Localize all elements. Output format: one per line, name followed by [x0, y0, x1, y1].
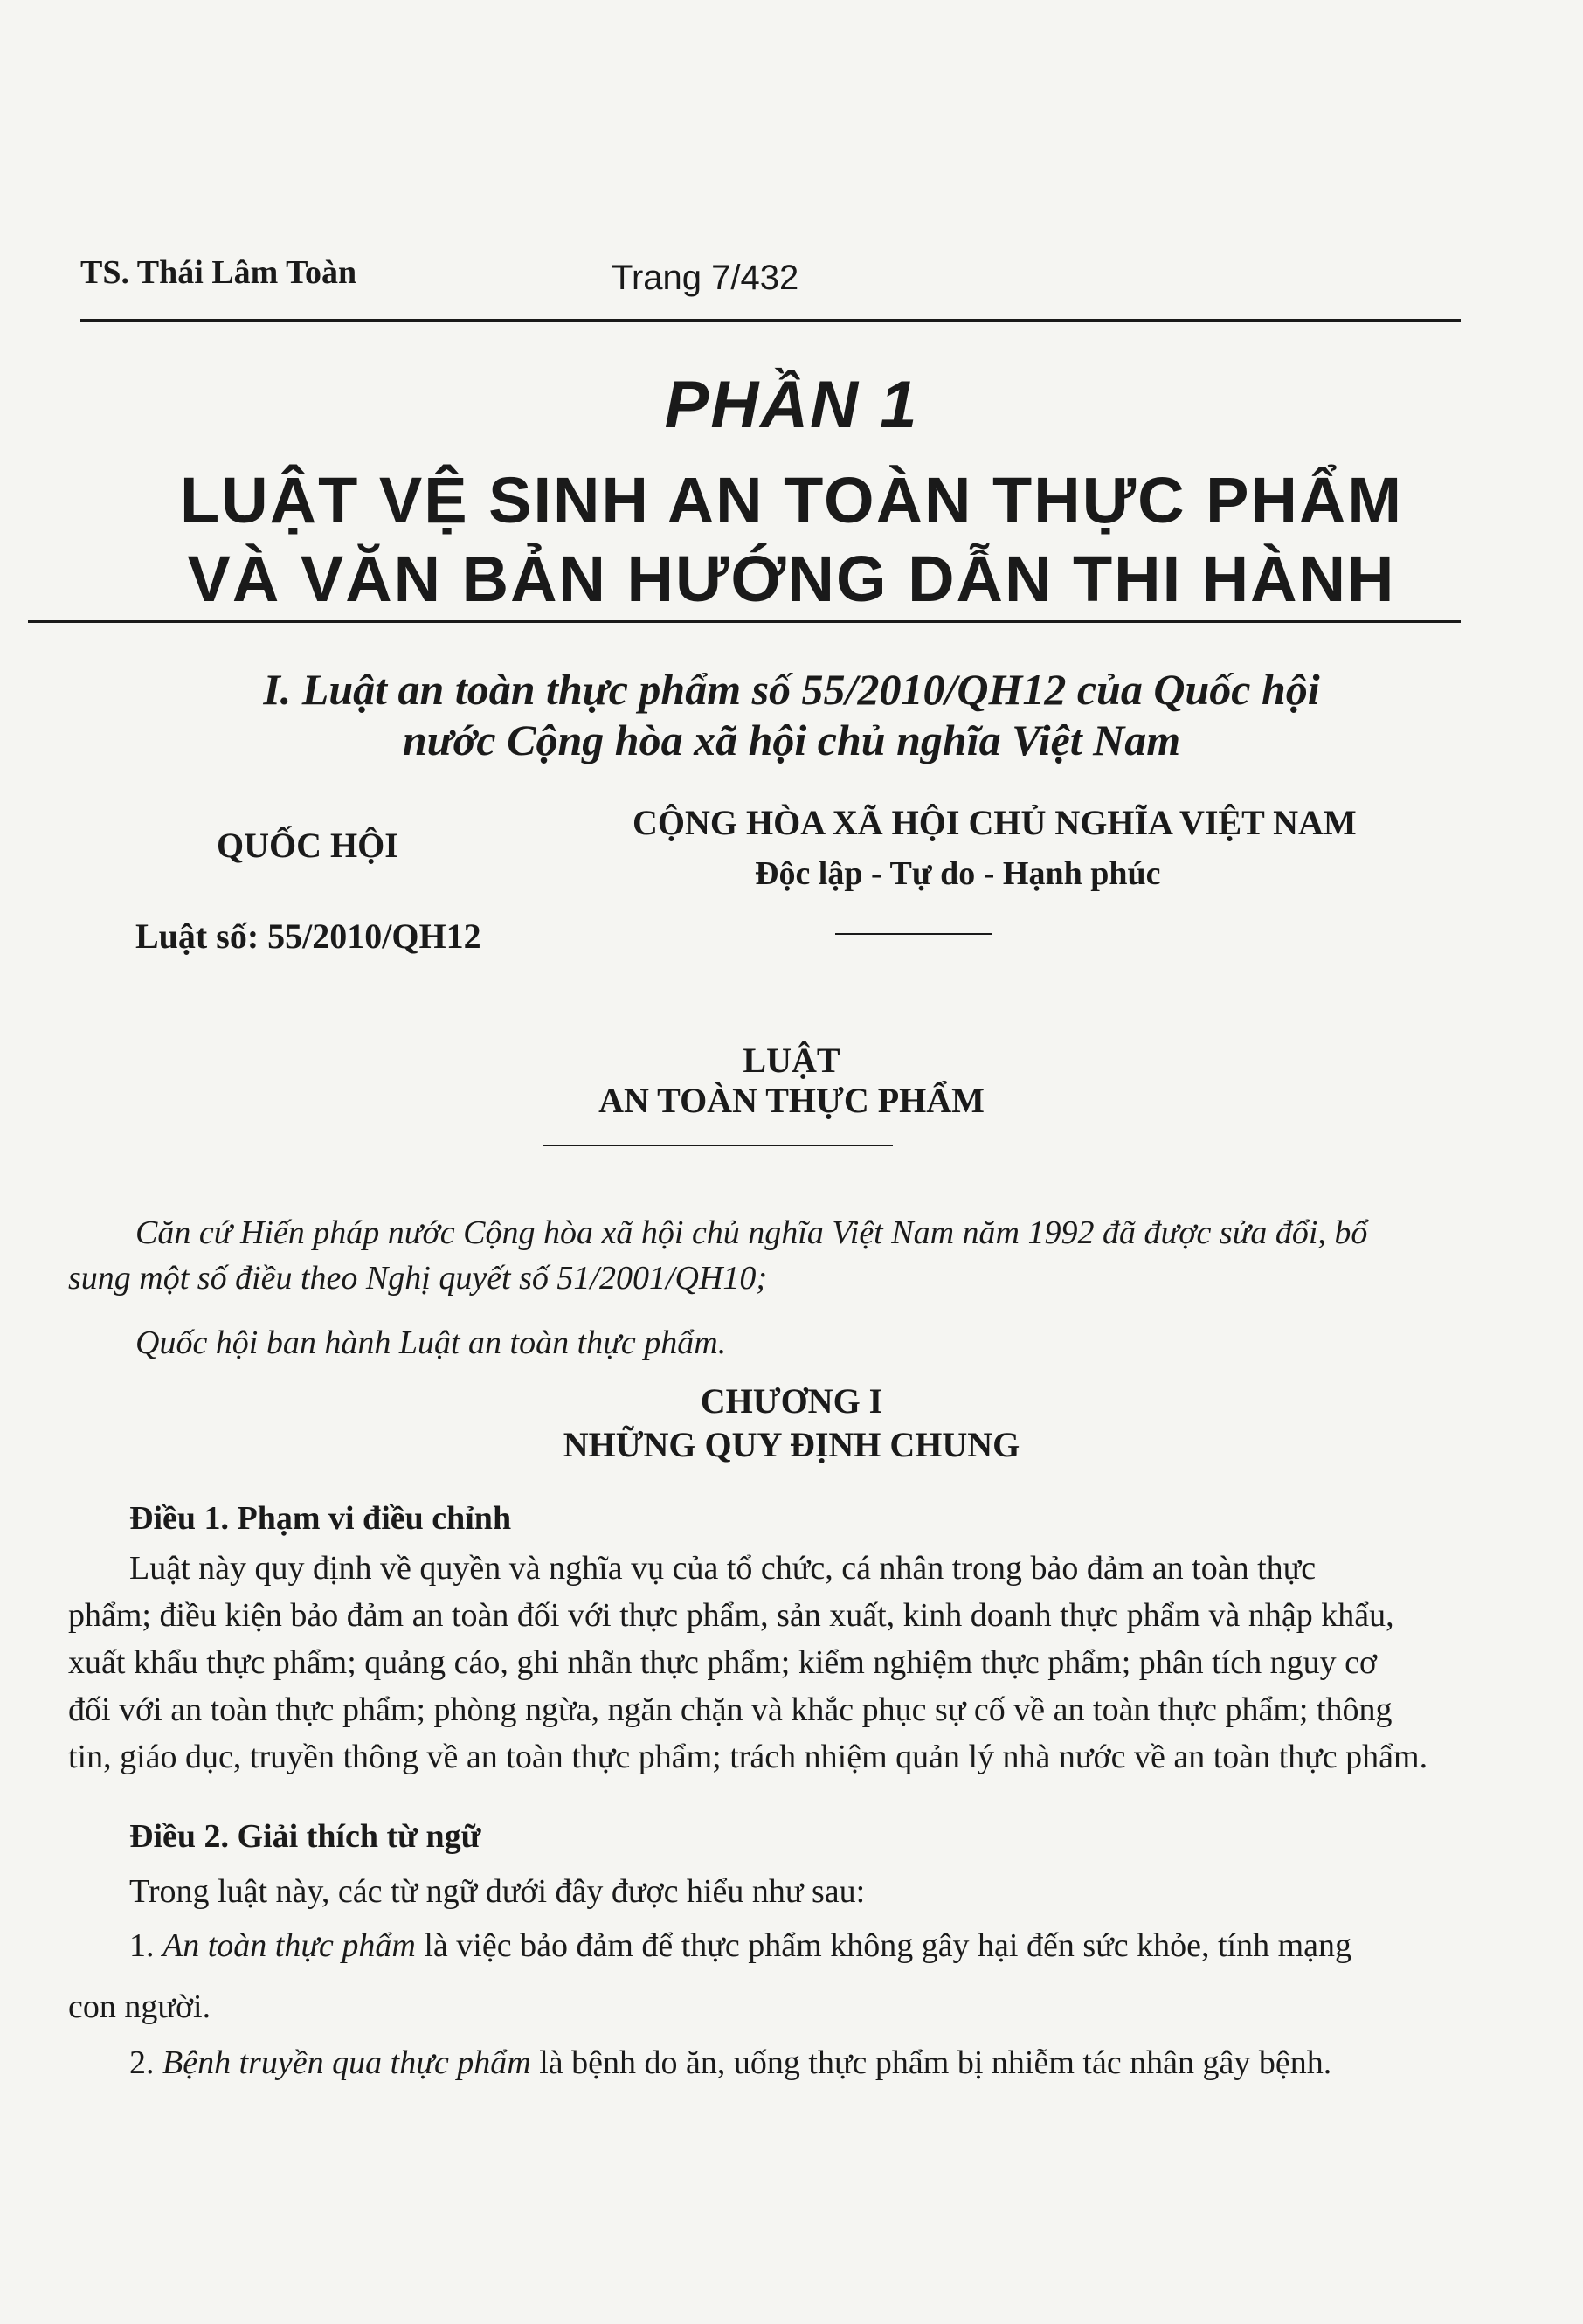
- article1-line: phẩm; điều kiện bảo đảm an toàn đối với thực phẩm, sản xuất, kinh doanh thực phẩm và nhập khẩu,: [68, 1597, 1394, 1634]
- chapter-title: NHỮNG QUY ĐỊNH CHUNG: [563, 1425, 1020, 1464]
- country-name: CỘNG HÒA XÃ HỘI CHỦ NGHĨA VIỆT NAM: [633, 803, 1357, 842]
- article1-line: Luật này quy định về quyền và nghĩa vụ của tổ chức, cá nhân trong bảo đảm an toàn thực: [129, 1550, 1317, 1587]
- motto: Độc lập - Tự do - Hạnh phúc: [755, 855, 1161, 892]
- law-name-underline: [543, 1145, 893, 1146]
- article2-heading: Điều 2. Giải thích từ ngữ: [129, 1818, 481, 1855]
- preamble-line3: Quốc hội ban hành Luật an toàn thực phẩm.: [135, 1325, 727, 1361]
- section-heading-line1: I. Luật an toàn thực phẩm số 55/2010/QH12 của Quốc hội: [263, 665, 1320, 714]
- item-number: 2.: [129, 2044, 155, 2081]
- article1-line: xuất khẩu thực phẩm; quảng cáo, ghi nhãn thực phẩm; kiểm nghiệm thực phẩm; phân tích nguy cơ: [68, 1644, 1378, 1681]
- law-name: AN TOÀN THỰC PHẨM: [598, 1081, 985, 1120]
- part-title-line1: LUẬT VỆ SINH AN TOÀN THỰC PHẨM: [180, 464, 1403, 536]
- article1-line: đối với an toàn thực phẩm; phòng ngừa, ngăn chặn và khắc phục sự cố về an toàn thực phẩm; thông: [68, 1691, 1393, 1728]
- part-title-line2: VÀ VĂN BẢN HƯỚNG DẪN THI HÀNH: [187, 543, 1396, 615]
- law-number: Luật số: 55/2010/QH12: [135, 916, 481, 956]
- article2-intro: Trong luật này, các từ ngữ dưới đây được hiểu như sau:: [129, 1873, 866, 1910]
- article1-line: tin, giáo dục, truyền thông về an toàn thực phẩm; trách nhiệm quản lý nhà nước về an toàn thực phẩm.: [68, 1739, 1428, 1775]
- law-label: LUẬT: [743, 1041, 840, 1080]
- header-page-number: Trang 7/432: [612, 259, 799, 297]
- item-definition: là bệnh do ăn, uống thực phẩm bị nhiễm tác nhân gây bệnh.: [539, 2044, 1332, 2081]
- article2-item2: [129, 2046, 1331, 2079]
- header-rule: [80, 319, 1461, 322]
- chapter-label: CHƯƠNG I: [700, 1381, 883, 1421]
- article2-item1-continued: con người.: [68, 1989, 211, 2025]
- section-heading-line2: nước Cộng hòa xã hội chủ nghĩa Việt Nam: [402, 716, 1181, 764]
- title-rule: [28, 620, 1461, 623]
- item-definition: là việc bảo đảm để thực phẩm không gây hại đến sức khỏe, tính mạng: [424, 1927, 1351, 1964]
- issuer: QUỐC HỘI: [217, 826, 398, 865]
- preamble-line1: Căn cứ Hiến pháp nước Cộng hòa xã hội chủ nghĩa Việt Nam năm 1992 đã được sửa đổi, bổ: [135, 1214, 1368, 1251]
- header-author: TS. Thái Lâm Toàn: [80, 254, 357, 291]
- article1-heading: Điều 1. Phạm vi điều chỉnh: [129, 1500, 512, 1537]
- motto-underline: [835, 933, 992, 935]
- part-label: PHẦN 1: [664, 368, 919, 442]
- item-term: Bệnh truyền qua thực phẩm: [162, 2044, 531, 2081]
- article2-item1: [129, 1929, 1351, 1962]
- item-number: 1.: [129, 1927, 155, 1964]
- item-term: An toàn thực phẩm: [162, 1927, 416, 1964]
- preamble-line2: sung một số điều theo Nghị quyết số 51/2001/QH10;: [68, 1260, 768, 1297]
